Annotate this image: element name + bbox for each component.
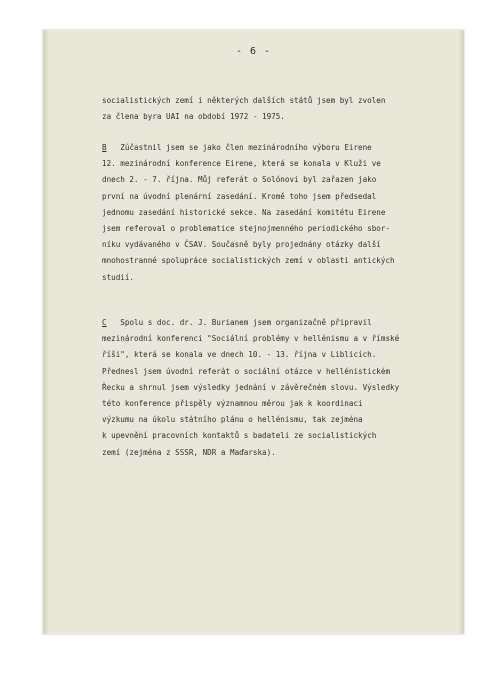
text-line: první na úvodní plenární zasedání. Kromě toho jsem předsedal [102, 191, 377, 201]
page-edge-right [458, 30, 464, 634]
text-line: mezinárodní konferenci "Sociální problémy v hellénismu a v římské [102, 334, 400, 344]
text-line: mnohostranné spolupráce socialistických zemí v oblasti antických [102, 256, 395, 266]
paragraph-intro [102, 93, 454, 125]
text-line: říši", která se konala ve dnech 10. - 13. října v Liblicích. [102, 350, 377, 360]
text-line: níku vydávaného v ČSAV. Současně byly projednány otázky další [102, 240, 381, 250]
paragraph-b [102, 140, 454, 286]
text-line: Řecku a shrnul jsem výsledky jednání v závěrečném slovu. Výsledky [102, 382, 400, 392]
text-line: Přednesl jsem úvodní referát o sociální otázce v hellénistickém [102, 366, 391, 376]
page-edge-left [43, 30, 49, 634]
paragraph-marker: B [102, 143, 107, 152]
text-line: 12. mezinárodní konference Eirene, která se konala v Kluži ve [102, 159, 381, 169]
text-line: této konference přispěly významnou měrou jak k koordinaci [102, 398, 363, 408]
page-number: - 6 - [235, 46, 272, 57]
text-line: výzkumu na úkolu státního plánu o hellénismu, tak zejména [102, 415, 363, 425]
text-line [102, 140, 454, 156]
text-line-content: Zúčastnil jsem se jako člen mezinárodního výboru Eirene [120, 143, 372, 152]
paragraph-marker: C [102, 318, 107, 327]
text-line: studií. [102, 272, 135, 282]
text-line: jednomu zasedání historické sekce. Na zasedání komitétu Eirene [102, 207, 386, 217]
text-line: dnech 2. - 7. října. Můj referát o Solónovi byl zařazen jako [102, 175, 377, 185]
text-line: jsem referoval o problematice stejnojmenného periodického sbor- [102, 223, 391, 233]
text-line: za člena byra UAI na období 1972 - 1975. [102, 112, 285, 122]
text-line: k upevnění pracovních kontaktů s badateli ze socialistických [102, 431, 377, 441]
text-line-content: Spolu s doc. dr. J. Burianem jsem organizačně připravil [120, 318, 372, 327]
text-line: zemí (zejména z SSSR, NDR a Maďarska). [102, 447, 276, 457]
text-line [102, 315, 454, 331]
paragraph-c [102, 315, 454, 461]
document-page [43, 30, 464, 634]
text-line: socialistických zemí i některých dalších států jsem byl zvolen [102, 96, 386, 105]
